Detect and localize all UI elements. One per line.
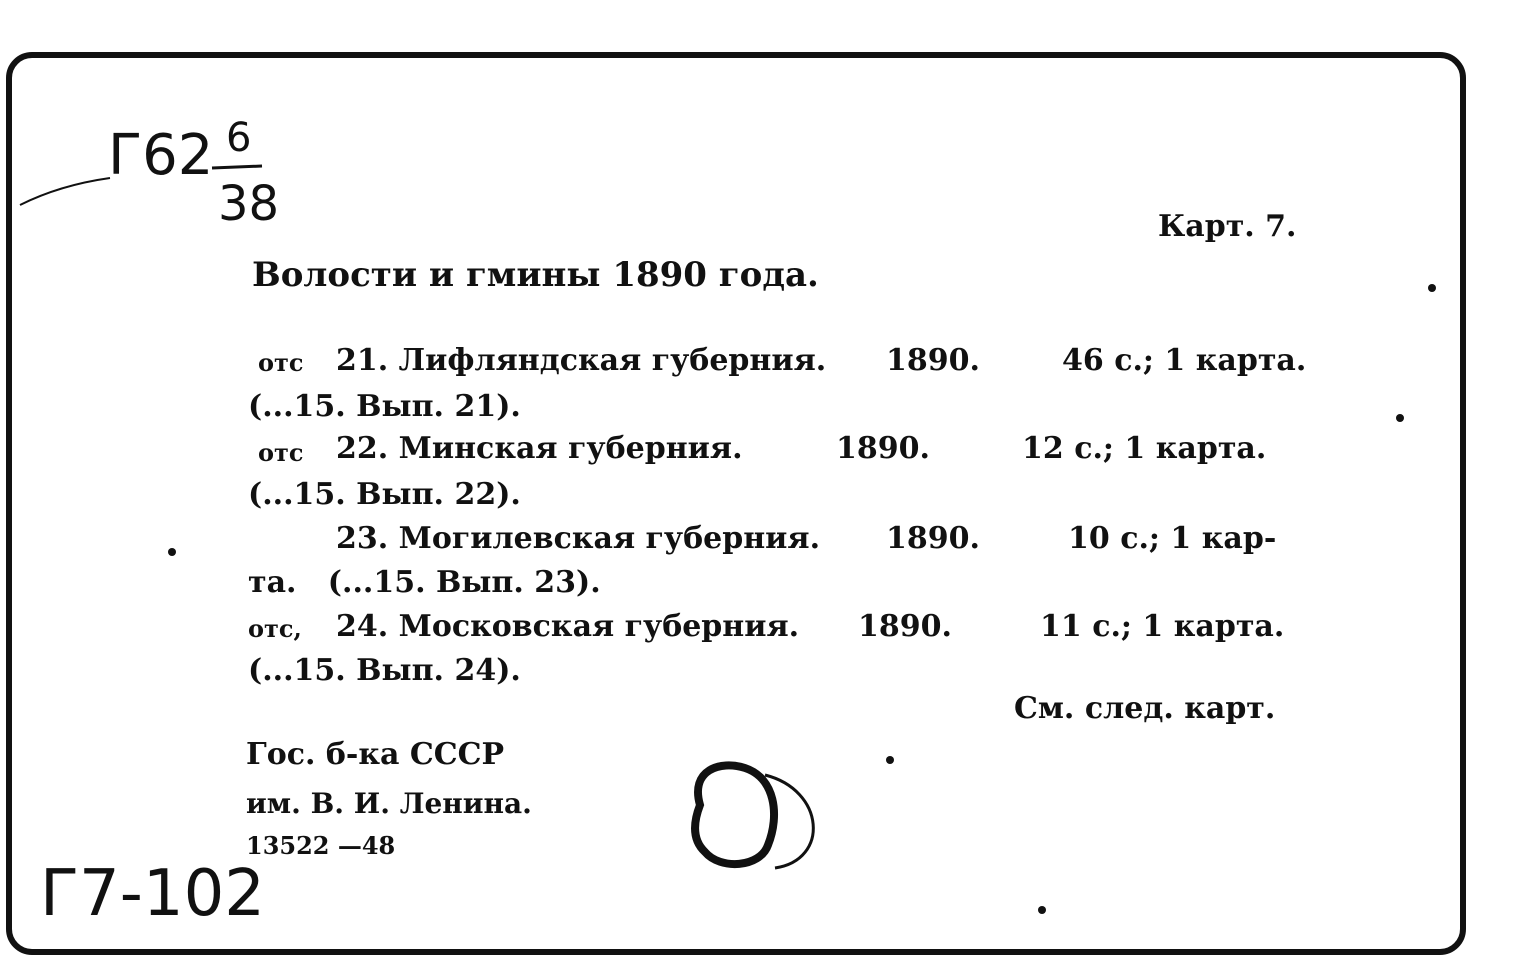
entry-21-series: (...15. Вып. 21). (248, 389, 521, 424)
entry-22-title: 22. Минская губерния. (336, 431, 743, 466)
entry-22-mark: отс (258, 438, 304, 467)
entry-22-year: 1890. (836, 431, 930, 466)
entry-22-series: (...15. Вып. 22). (248, 477, 521, 512)
stamp-circle (695, 765, 774, 864)
entry-22-pages: 12 с.; 1 карта. (1022, 431, 1267, 466)
entry-24-title: 24. Московская губерния. (336, 609, 800, 644)
speck (1428, 284, 1436, 292)
speck (1038, 906, 1046, 914)
entry-23-series: та. (...15. Вып. 23). (248, 565, 601, 600)
speck (168, 548, 176, 556)
entry-23-title: 23. Могилевская губерния. (336, 521, 821, 556)
shelfmark-prefix: Г62 (108, 123, 214, 188)
entry-21-pages: 46 с.; 1 карта. (1062, 343, 1307, 378)
entry-24-pages: 11 с.; 1 карта. (1040, 609, 1285, 644)
shelfmark-numerator: 6 (226, 115, 252, 161)
entry-21-year: 1890. (886, 343, 980, 378)
entry-24-year: 1890. (858, 609, 952, 644)
entry-24-series: (...15. Вып. 24). (248, 653, 521, 688)
library-name: Гос. б-ка СССР (246, 737, 505, 772)
print-number: 13522 —48 (246, 831, 396, 860)
entry-23-year: 1890. (886, 521, 980, 556)
card-heading: Волости и гмины 1890 года. (252, 255, 819, 295)
see-next-card: См. след. карт. (1014, 691, 1276, 726)
entry-21-mark: отс (258, 348, 304, 377)
entry-24-mark: отс, (248, 614, 302, 643)
speck (1396, 414, 1404, 422)
entry-21-title: 21. Лифляндская губерния. (336, 343, 827, 378)
card-number: Карт. 7. (1158, 209, 1297, 244)
speck (886, 756, 894, 764)
fraction-bar (212, 166, 262, 168)
inventory-number: Г7-102 (40, 857, 265, 931)
shelfmark-denominator: 38 (218, 176, 280, 232)
library-name-2: им. В. И. Ленина. (246, 787, 532, 820)
entry-23-pages: 10 с.; 1 кар- (1068, 521, 1277, 556)
